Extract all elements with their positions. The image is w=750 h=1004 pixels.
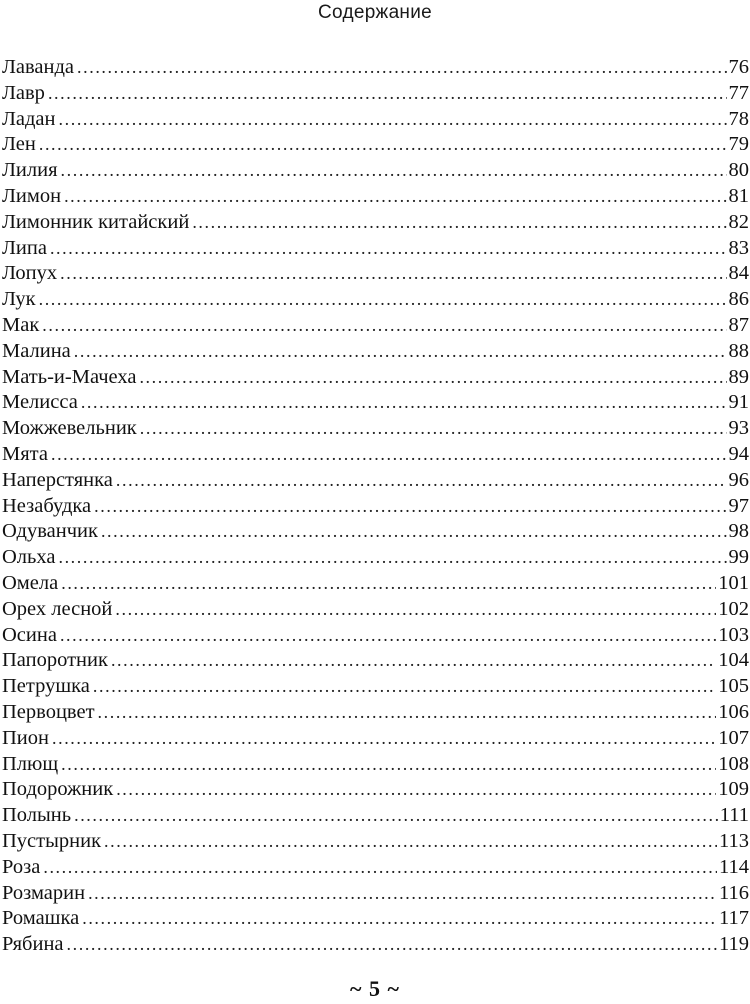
toc-entry [2,261,749,287]
toc-dot-leader [60,623,716,649]
toc-dot-leader [48,81,727,107]
toc-entry-title: Розмарин [2,881,86,904]
toc-entry-title: Лен [2,133,36,156]
toc-dot-leader [139,365,726,391]
toc-entry-page: 97 [728,494,749,517]
toc-dot-leader [98,700,717,726]
toc-entry-title: Мята [2,442,48,465]
toc-entry-page: 106 [718,700,749,723]
toc-entry [2,442,749,468]
toc-entry-page: 119 [719,933,749,956]
toc-entry [2,107,749,133]
toc-entry-page: 78 [728,107,749,130]
toc-dot-leader [116,777,716,803]
toc-entry [2,855,749,881]
toc-entry-title: Омела [2,571,59,594]
toc-entry-title: Роза [2,855,41,878]
toc-entry-title: Лимон [2,184,62,207]
toc-dot-leader [104,829,717,855]
toc-dot-leader [82,906,717,932]
toc-dot-leader [52,726,716,752]
toc-entry-page: 105 [718,675,749,698]
toc-entry [2,829,749,855]
toc-entry [2,906,749,932]
toc-entry-page: 111 [719,804,749,827]
toc-dot-leader [81,390,727,416]
toc-dot-leader [116,468,727,494]
toc-dot-leader [51,442,727,468]
toc-entry-title: Мать-и-Мачеха [2,365,137,388]
toc-entry-page: 99 [728,546,749,569]
toc-entry [2,881,749,907]
toc-entry-page: 94 [728,442,749,465]
toc-entry-title: Липа [2,236,47,259]
toc-entry [2,623,749,649]
toc-entry-title: Ромашка [2,907,80,930]
toc-entry [2,597,749,623]
toc-entry-title: Орех лесной [2,597,113,620]
toc-entry-page: 98 [728,520,749,543]
toc-entry-title: Подорожник [2,778,114,801]
toc-dot-leader [61,752,716,778]
toc-dot-leader [59,107,727,133]
toc-entry-page: 83 [728,236,749,259]
toc-entry-title: Мелисса [2,391,78,414]
toc-entry [2,648,749,674]
toc-dot-leader [140,416,727,442]
toc-entry [2,313,749,339]
toc-entry [2,210,749,236]
toc-entry-title: Лавр [2,81,45,104]
toc-dot-leader [39,287,727,313]
page-header: Содержание [317,2,433,23]
toc-entry-page: 80 [728,159,749,182]
toc-entry [2,287,749,313]
toc-entry-page: 116 [719,881,749,904]
table-of-contents [2,55,749,958]
toc-entry-title: Малина [2,339,71,362]
toc-entry-title: Мак [2,313,40,336]
toc-entry-page: 79 [728,133,749,156]
toc-entry-page: 96 [728,468,749,491]
toc-dot-leader [115,597,716,623]
toc-entry [2,390,749,416]
toc-entry-title: Одуванчик [2,520,98,543]
toc-entry-page: 117 [719,907,749,930]
toc-entry-title: Лопух [2,262,58,285]
toc-dot-leader [60,261,726,287]
toc-entry-title: Ладан [2,107,56,130]
toc-dot-leader [42,313,726,339]
toc-entry [2,416,749,442]
toc-entry-page: 104 [718,649,749,672]
toc-dot-leader [39,132,727,158]
toc-entry-title: Лимонник китайский [2,210,190,233]
toc-entry-title: Пион [2,726,49,749]
toc-entry [2,468,749,494]
toc-entry-title: Лук [2,288,36,311]
toc-entry-title: Лилия [2,159,58,182]
toc-entry-title: Пустырник [2,829,102,852]
toc-entry [2,571,749,597]
toc-entry [2,700,749,726]
toc-entry [2,132,749,158]
toc-entry-page: 114 [719,855,749,878]
toc-entry [2,803,749,829]
toc-dot-leader [77,55,726,81]
toc-entry [2,494,749,520]
toc-entry-page: 113 [719,829,749,852]
toc-entry-page: 101 [718,571,749,594]
toc-dot-leader [101,519,727,545]
toc-entry [2,55,749,81]
toc-entry [2,81,749,107]
toc-dot-leader [67,932,717,958]
toc-dot-leader [43,855,717,881]
toc-entry-page: 82 [728,210,749,233]
toc-entry [2,674,749,700]
toc-entry-title: Лаванда [2,56,75,78]
toc-entry [2,519,749,545]
toc-entry-title: Можжевельник [2,417,137,440]
toc-dot-leader [111,648,716,674]
page-number: ~ 5 ~ [350,976,400,1001]
toc-entry [2,184,749,210]
toc-dot-leader [61,571,716,597]
toc-entry [2,236,749,262]
toc-entry-page: 89 [728,365,749,388]
toc-dot-leader [192,210,726,236]
toc-entry-page: 108 [718,752,749,775]
toc-entry-page: 81 [728,184,749,207]
toc-dot-leader [74,339,727,365]
toc-entry-title: Полынь [2,804,72,827]
toc-entry-page: 77 [728,81,749,104]
toc-entry-page: 107 [718,726,749,749]
toc-entry [2,545,749,571]
toc-entry [2,932,749,958]
toc-entry-page: 87 [728,313,749,336]
toc-entry-page: 109 [718,778,749,801]
toc-dot-leader [88,881,717,907]
toc-entry-page: 102 [718,597,749,620]
toc-entry-title: Плющ [2,752,59,775]
toc-dot-leader [64,184,726,210]
toc-dot-leader [50,236,727,262]
toc-entry [2,777,749,803]
toc-dot-leader [61,158,727,184]
toc-entry-page: 93 [728,417,749,440]
toc-entry-page: 91 [728,391,749,414]
toc-dot-leader [58,545,726,571]
toc-entry [2,752,749,778]
toc-dot-leader [94,494,726,520]
toc-entry-page: 84 [728,262,749,285]
toc-entry-title: Первоцвет [2,700,95,723]
toc-entry [2,365,749,391]
toc-entry [2,158,749,184]
toc-entry-title: Незабудка [2,494,92,517]
toc-entry-page: 86 [728,288,749,311]
toc-entry-title: Осина [2,623,57,646]
toc-entry-page: 76 [728,56,749,78]
toc-dot-leader [93,674,716,700]
toc-entry [2,726,749,752]
toc-entry-page: 88 [728,339,749,362]
toc-entry-title: Рябина [2,933,64,956]
toc-entry-page: 103 [718,623,749,646]
toc-entry-title: Ольха [2,546,56,569]
toc-entry-title: Наперстянка [2,468,113,491]
toc-entry [2,339,749,365]
toc-entry-title: Папоротник [2,649,108,672]
toc-dot-leader [74,803,718,829]
toc-entry-title: Петрушка [2,675,90,698]
